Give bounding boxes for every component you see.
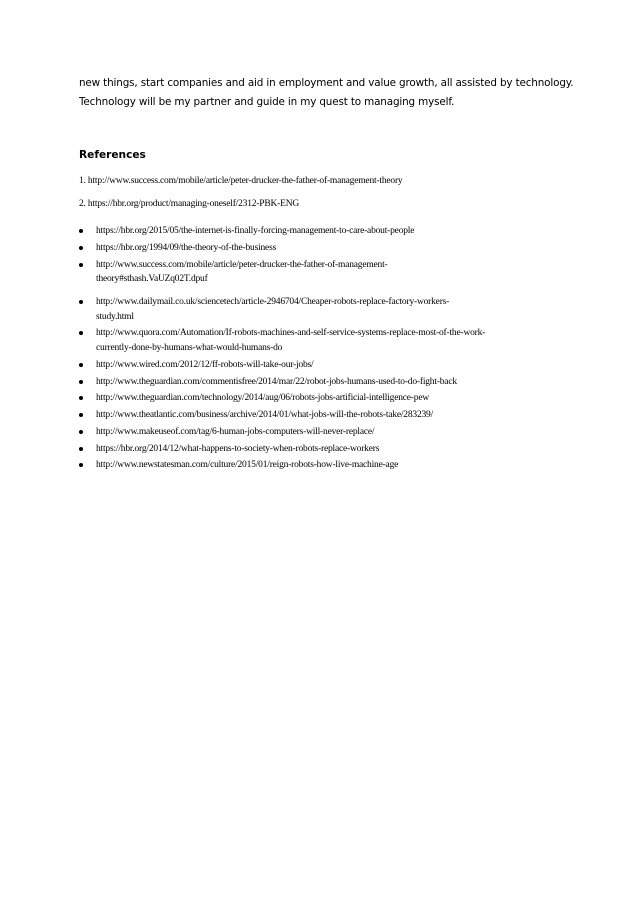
bullet-icon (79, 229, 83, 233)
bullet-icon (79, 447, 83, 451)
bullet-icon (79, 380, 83, 384)
reference-list-item[interactable] (79, 375, 579, 390)
reference-url[interactable]: http://www.success.com/mobile/article/peter-drucker-the-father-of-management- (96, 259, 388, 270)
reference-list-item[interactable] (79, 241, 579, 256)
bullet-icon (79, 463, 83, 467)
reference-url[interactable]: http://www.wired.com/2012/12/ff-robots-will-take-our-jobs/ (96, 359, 314, 370)
reference-list-group-1 (79, 224, 579, 289)
reference-url[interactable]: study.html (96, 311, 134, 322)
reference-url[interactable]: http://www.quora.com/Automation/If-robots-machines-and-self-service-systems-replace-most-of-the-work- (96, 328, 486, 339)
reference-url[interactable]: theory#sthash.VaUZq02T.dpuf (96, 274, 208, 285)
reference-list-item[interactable] (79, 425, 579, 440)
numbered-reference: 1. http://www.success.com/mobile/article/peter-drucker-the-father-of-management-theory (79, 176, 403, 186)
bullet-icon (79, 300, 83, 304)
bullet-icon (79, 263, 83, 267)
references-heading: References (79, 149, 146, 161)
intro-line: new things, start companies and aid in employment and value growth, all assisted by technology. (79, 77, 574, 89)
bullet-icon (79, 413, 83, 417)
bullet-icon (79, 331, 83, 335)
reference-url[interactable]: https://hbr.org/1994/09/the-theory-of-the-business (96, 242, 277, 253)
reference-list-group-2 (79, 295, 579, 475)
reference-list-item[interactable] (79, 326, 579, 355)
intro-line: Technology will be my partner and guide in my quest to managing myself. (79, 96, 455, 108)
reference-list-item[interactable] (79, 258, 579, 287)
reference-url[interactable]: http://www.makeuseof.com/tag/6-human-jobs-computers-will-never-replace/ (96, 426, 375, 437)
reference-list-item[interactable] (79, 442, 579, 457)
reference-url[interactable]: https://hbr.org/2014/12/what-happens-to-society-when-robots-replace-workers (96, 443, 380, 454)
reference-list-item[interactable] (79, 408, 579, 423)
reference-url[interactable]: http://www.theatlantic.com/business/archive/2014/01/what-jobs-will-the-robots-take/283239/ (96, 410, 434, 421)
reference-list-item[interactable] (79, 391, 579, 406)
reference-url[interactable]: https://hbr.org/2015/05/the-internet-is-finally-forcing-management-to-care-about-people (96, 226, 415, 236)
reference-url[interactable]: http://www.newstatesman.com/culture/2015/01/reign-robots-how-live-machine-age (96, 460, 399, 471)
bullet-icon (79, 246, 83, 250)
bullet-icon (79, 396, 83, 400)
bullet-icon (79, 430, 83, 434)
intro-paragraph (79, 74, 579, 112)
reference-list-item[interactable] (79, 295, 579, 324)
bullet-icon (79, 363, 83, 367)
reference-list-item[interactable] (79, 358, 579, 373)
reference-list-item[interactable] (79, 458, 579, 473)
numbered-reference: 2. https://hbr.org/product/managing-oneself/2312-PBK-ENG (79, 199, 300, 209)
reference-list-item[interactable] (79, 224, 579, 239)
reference-url[interactable]: http://www.theguardian.com/technology/2014/aug/06/robots-jobs-artificial-intelligence-pew (96, 393, 429, 404)
reference-url[interactable]: http://www.theguardian.com/commentisfree/2014/mar/22/robot-jobs-humans-used-to-do-fight-back (96, 376, 457, 387)
reference-url[interactable]: currently-done-by-humans-what-would-humans-do (96, 342, 283, 353)
reference-url[interactable]: http://www.dailymail.co.uk/sciencetech/article-2946704/Cheaper-robots-replace-factory-workers- (96, 297, 450, 307)
